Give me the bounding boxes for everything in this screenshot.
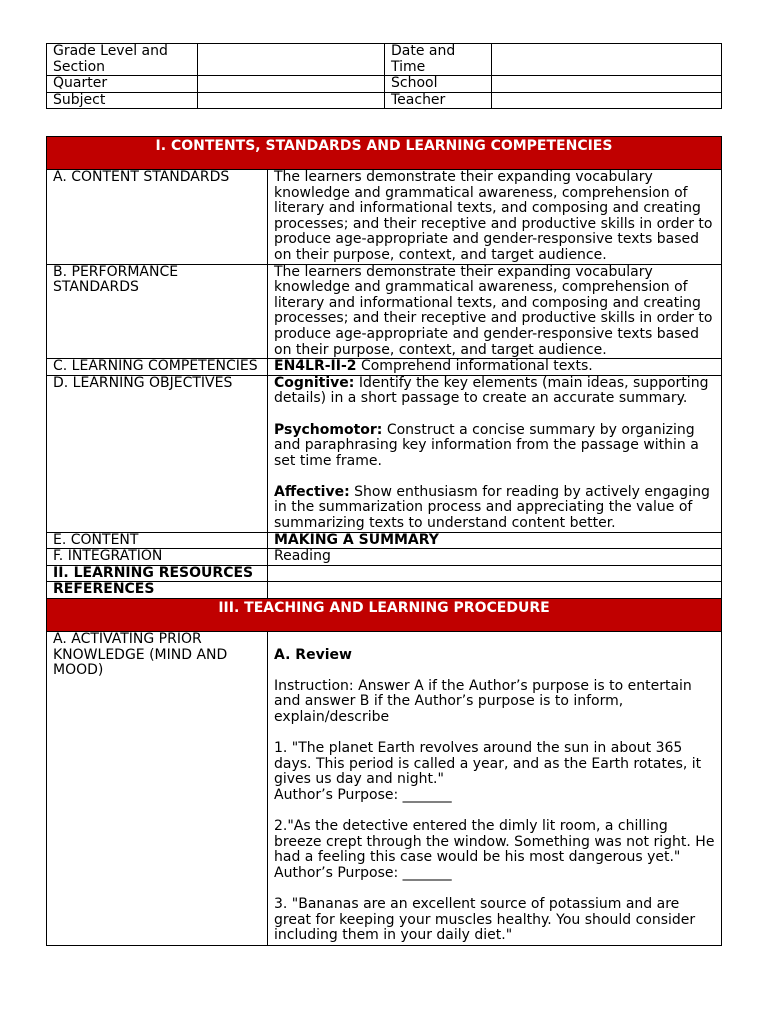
- row-integration: [47, 549, 722, 566]
- row-activating-prior-knowledge: [47, 632, 722, 946]
- grade-level-label: Grade Level and Section: [47, 44, 198, 76]
- lesson-plan-table: [46, 136, 722, 946]
- integration-value: Reading: [268, 549, 722, 566]
- quarter-value[interactable]: [198, 76, 385, 93]
- row-references: [47, 582, 722, 599]
- learning-resources-value: [268, 565, 722, 582]
- psychomotor-label: Psychomotor:: [274, 421, 383, 438]
- competency-code: EN4LR-II-2: [274, 358, 357, 375]
- date-time-label: Date and Time: [385, 44, 492, 76]
- cognitive-text: Identify the key elements (main ideas, supporting details) in a short passage to create an accurate summary.: [274, 374, 709, 407]
- references-value: [268, 582, 722, 599]
- psychomotor-text: Construct a concise summary by organizing and paraphrasing key information from the passage within a set time frame.: [274, 421, 699, 469]
- content-value: MAKING A SUMMARY: [268, 532, 722, 549]
- learning-objectives-label: D. LEARNING OBJECTIVES: [47, 375, 268, 532]
- objective-cognitive: [274, 376, 715, 407]
- grade-level-value[interactable]: [198, 44, 385, 76]
- performance-standards-text: The learners demonstrate their expanding vocabulary knowledge and grammatical awareness, comprehension of literary and informational texts, and composing and creating processes; and their receptive and productive skills in order to produce age-appropriate and gender-responsive texts based on their purpose, context, and target audience.: [268, 264, 722, 359]
- row-content-standards: [47, 170, 722, 265]
- row-learning-objectives: [47, 375, 722, 532]
- question-1: 1. "The planet Earth revolves around the sun in about 365 days. This period is called a year, and as the Earth rotates, it gives us day and night.": [274, 740, 702, 788]
- header-row-grade: [47, 44, 722, 76]
- question-1-purpose: Author’s Purpose: _______: [274, 786, 452, 803]
- subject-label: Subject: [47, 92, 198, 109]
- objective-psychomotor: [274, 423, 715, 470]
- activating-cell: [268, 632, 722, 946]
- content-standards-label: A. CONTENT STANDARDS: [47, 170, 268, 265]
- review-instruction: Instruction: Answer A if the Author’s purpose is to entertain and answer B if the Author’s purpose is to inform, explain/describe: [274, 677, 692, 725]
- learning-competencies-label: C. LEARNING COMPETENCIES: [47, 359, 268, 376]
- header-table: [46, 43, 722, 109]
- section-title: III. TEACHING AND LEARNING PROCEDURE: [47, 599, 722, 632]
- question-3: 3. "Bananas are an excellent source of potassium and are great for keeping your muscles healthy. You should consider including them in your daily diet.": [274, 896, 696, 944]
- question-2: 2."As the detective entered the dimly lit room, a chilling breeze crept through the window. Something was not right. He had a feeling this case would be his most dangerous yet.": [274, 818, 715, 866]
- quarter-label: Quarter: [47, 76, 198, 93]
- school-value[interactable]: [492, 76, 722, 93]
- row-content: [47, 532, 722, 549]
- affective-text: Show enthusiasm for reading by actively engaging in the summarization process and appreciating the value of summarizing texts to understand content better.: [274, 483, 710, 532]
- competency-text: Comprehend informational texts.: [356, 358, 593, 375]
- cognitive-label: Cognitive:: [274, 374, 355, 391]
- learning-competencies-cell: [268, 359, 722, 376]
- section-header-procedure: [47, 599, 722, 632]
- section-header-contents: [47, 137, 722, 170]
- question-2-purpose: Author’s Purpose: _______: [274, 864, 452, 881]
- objective-affective: [274, 485, 715, 532]
- date-time-value[interactable]: [492, 44, 722, 76]
- performance-standards-label: B. PERFORMANCE STANDARDS: [47, 264, 268, 359]
- content-standards-text: The learners demonstrate their expanding vocabulary knowledge and grammatical awareness, comprehension of literary and informational texts, and composing and creating processes; and their receptive and productive skills in order to produce age-appropriate and gender-responsive texts based on their purpose, context, and target audience.: [268, 170, 722, 265]
- references-label: REFERENCES: [47, 582, 268, 599]
- row-performance-standards: [47, 264, 722, 359]
- content-label: E. CONTENT: [47, 532, 268, 549]
- subject-value[interactable]: [198, 92, 385, 109]
- school-label: School: [385, 76, 492, 93]
- activating-label: A. ACTIVATING PRIOR KNOWLEDGE (MIND AND MOOD): [47, 632, 268, 946]
- section-title: I. CONTENTS, STANDARDS AND LEARNING COMPETENCIES: [47, 137, 722, 170]
- row-learning-competencies: [47, 359, 722, 376]
- learning-objectives-cell: [268, 375, 722, 532]
- review-title: A. Review: [274, 646, 352, 663]
- learning-resources-label: II. LEARNING RESOURCES: [47, 565, 268, 582]
- header-row-quarter: [47, 76, 722, 93]
- teacher-value[interactable]: [492, 92, 722, 109]
- affective-label: Affective:: [274, 483, 350, 500]
- integration-label: F. INTEGRATION: [47, 549, 268, 566]
- header-row-subject: [47, 92, 722, 109]
- row-learning-resources: [47, 565, 722, 582]
- teacher-label: Teacher: [385, 92, 492, 109]
